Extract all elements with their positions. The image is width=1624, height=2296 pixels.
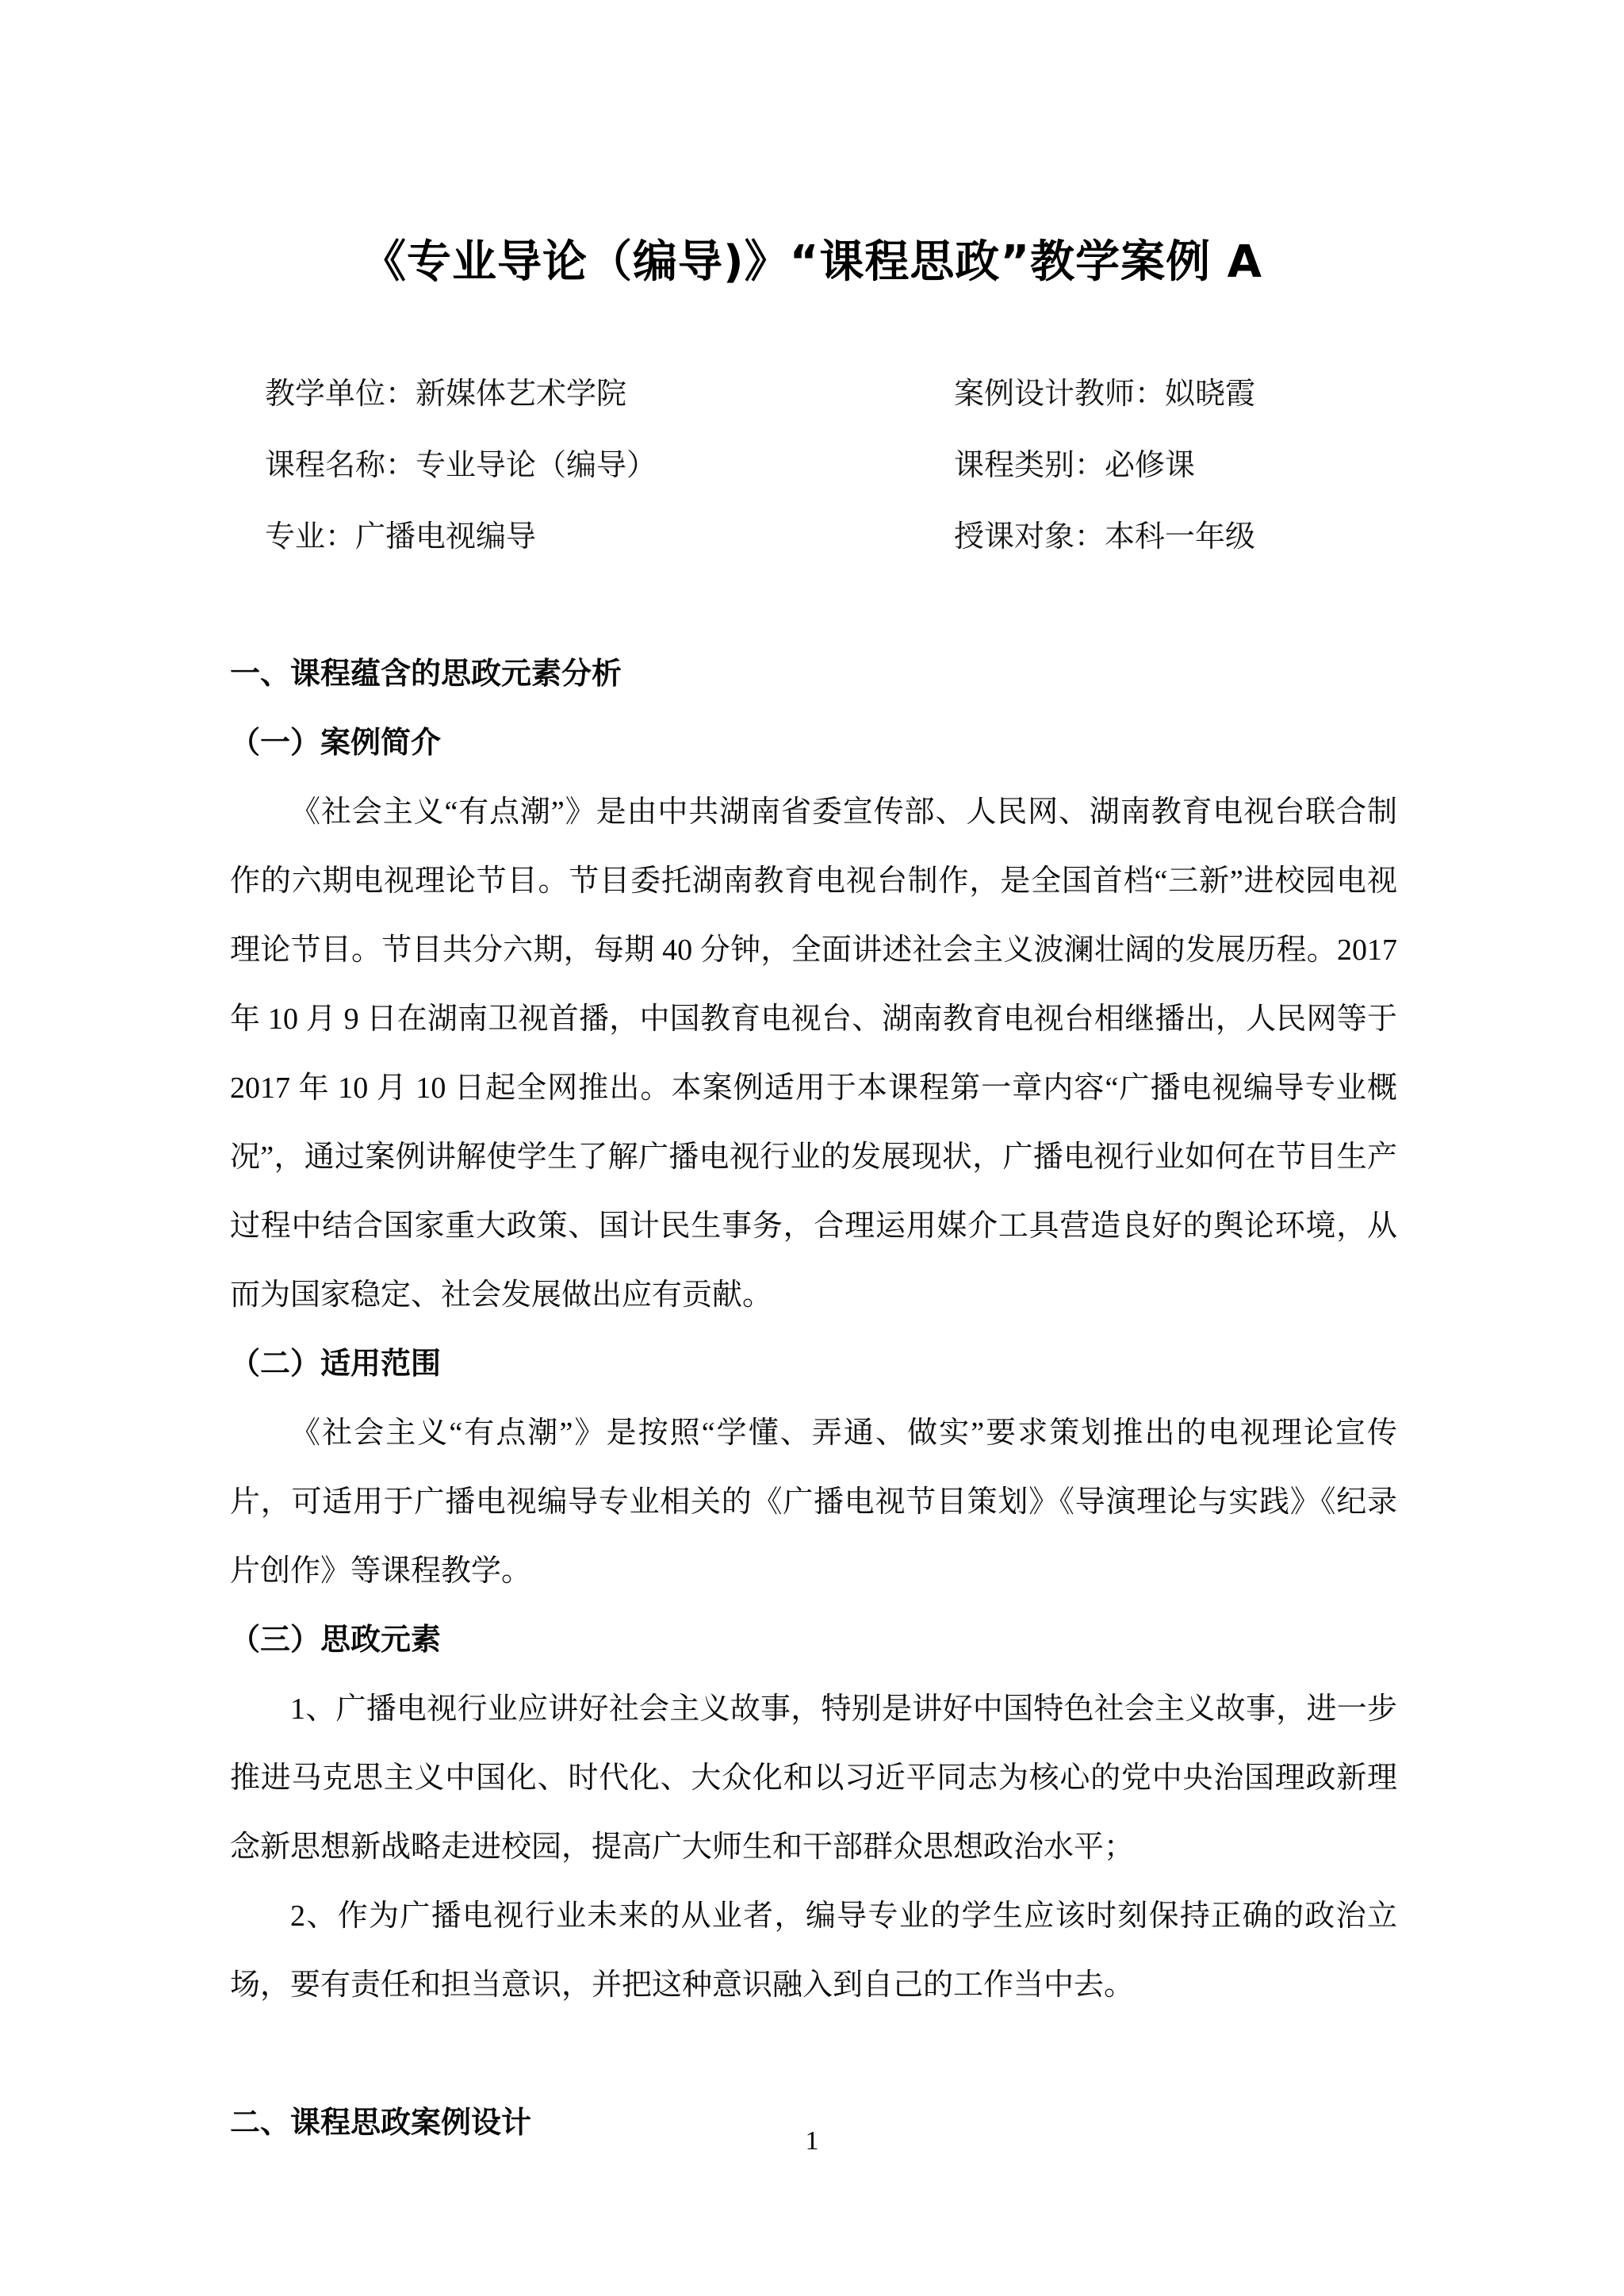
- section-1-1-heading: （一）案例简介: [230, 726, 442, 760]
- course-meta-table: [265, 358, 1396, 573]
- meta-course-type: 课程类别：必修课: [954, 449, 1196, 482]
- meta-case-designer: 案例设计教师：姒晓霞: [954, 378, 1256, 411]
- page-number: 1: [805, 2126, 819, 2156]
- meta-row-3: [265, 501, 1396, 573]
- scope-paragraph: 《社会主义“有点潮”》是按照“学懂、弄通、做实”要求策划推出的电视理论宣传片，可适用于广播电视编导专业相关的《广播电视节目策划》《导演理论与实践》《纪录片创作》等课程教学。: [230, 1416, 1397, 1588]
- document-title: 《专业导论（编导)》“课程思政”教学案例 A: [361, 236, 1263, 288]
- case-intro-paragraph: 《社会主义“有点潮”》是由中共湖南省委宣传部、人民网、湖南教育电视台联合制作的六期电视理论节目。节目委托湖南教育电视台制作，是全国首档“三新”进校园电视理论节目。节目共分六期，每期 40 分钟，全面讲述社会主义波澜壮阔的发展历程。2017 年 10 月 9 日在湖南卫视首播，中国教育电视台、湖南教育电视台相继播出，人民网等于 2017 年 10 月 10 日起全网推出。本案例适用于本课程第一章内容“广播电视编导专业概况”，通过案例讲解使学生了解广播电视行业的发展现状，广播电视行业如何在节目生产过程中结合国家重大政策、国计民生事务，合理运用媒介工具营造良好的舆论环境，从而为国家稳定、社会发展做出应有贡献。: [230, 795, 1397, 1312]
- meta-audience: 授课对象：本科一年级: [954, 520, 1256, 554]
- section-1-3-heading: （三）思政元素: [230, 1623, 442, 1657]
- meta-row-2: [265, 430, 1396, 501]
- ideology-item-1: 1、广播电视行业应讲好社会主义故事，特别是讲好中国特色社会主义故事，进一步推进马克思主义中国化、时代化、大众化和以习近平同志为核心的党中央治国理政新理念新思想新战略走进校园，提高广大师生和干部群众思想政治水平；: [230, 1692, 1397, 1864]
- section-2-heading: 二、课程思政案例设计: [230, 2106, 532, 2140]
- document-body: [230, 640, 1397, 2158]
- meta-major: 专业：广播电视编导: [265, 520, 537, 554]
- meta-course-name: 课程名称：专业导论（编导）: [265, 449, 657, 482]
- section-1-2-heading: （二）适用范围: [230, 1347, 442, 1381]
- section-1-heading: 一、课程蕴含的思政元素分析: [230, 657, 622, 691]
- meta-row-1: [265, 358, 1396, 430]
- ideology-item-2: 2、作为广播电视行业未来的从业者，编导专业的学生应该时刻保持正确的政治立场，要有责任和担当意识，并把这种意识融入到自己的工作当中去。: [230, 1899, 1397, 2002]
- meta-teaching-unit: 教学单位：新媒体艺术学院: [265, 378, 627, 411]
